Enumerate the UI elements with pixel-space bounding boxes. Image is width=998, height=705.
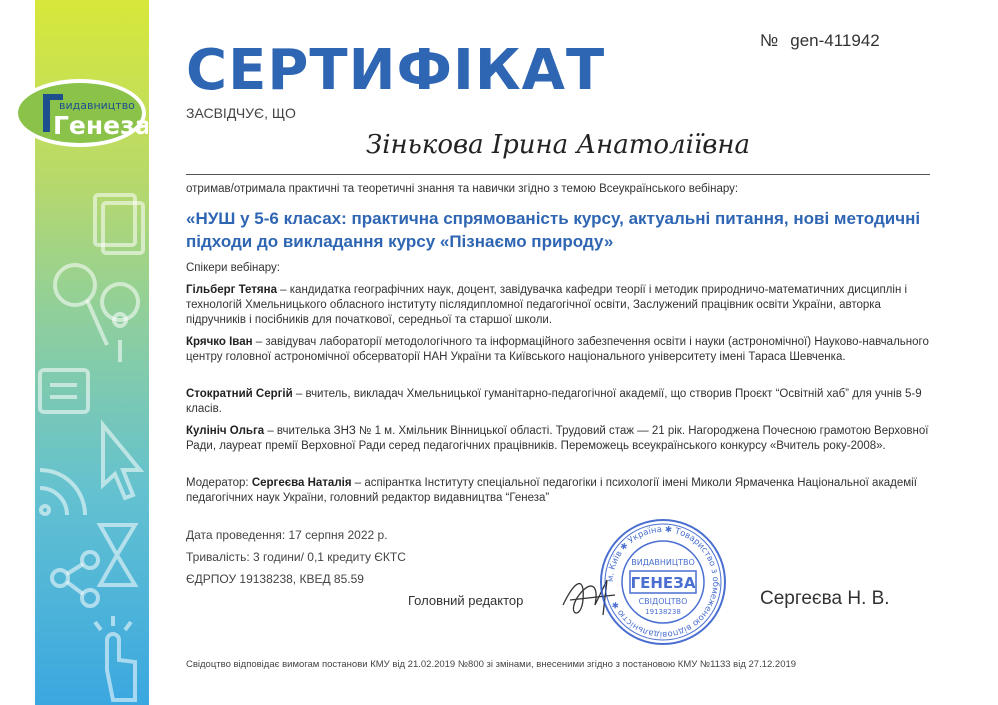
logo-name: Генеза [53, 111, 148, 140]
speaker-desc: – вчитель, викладач Хмельницької гуманітарно-педагогічної академії, що створив Проєкт “Освітній хаб” для учнів 5-9 класів. [186, 388, 922, 415]
speaker-entry [186, 387, 936, 417]
legal-note: Свідоцтво відповідає вимогам постанови КМУ від 21.02.2019 №800 зі змінами, внесеними згідно з постановою КМУ №1133 від 27.12.2019 [186, 659, 797, 670]
certificate-title: СЕРТИФІКАТ [186, 38, 606, 103]
moderator-entry [186, 476, 936, 506]
speaker-desc: – кандидатка географічних наук, доцент, завідувачка кафедри теорії і методик природничо-математичних дисциплін і технологій Хмельницького обласного інституту післядипломної педагогічної освіти, Заслужений працівник освіти України, авторка підручників і посібників для початкової, середньої та старшої школи. [186, 284, 908, 326]
share-icon [52, 552, 98, 606]
speaker-name: Гільберг Тетяна [186, 284, 277, 296]
edrpou-code: ЄДРПОУ 19138238, КВЕД 85.59 [186, 572, 364, 586]
speaker-name: Стократний Сергій [186, 388, 293, 400]
attests-label: ЗАСВІДЧУЄ, ЩО [186, 105, 296, 121]
stamp-name: ГЕНЕЗА [630, 574, 696, 592]
location-pin-icon [102, 284, 138, 362]
number-symbol: № [760, 31, 779, 50]
received-text: отримав/отримала практичні та теоретичні знання та навички згідно з темою Всеукраїнського вебінару: [186, 183, 739, 195]
magnifier-icon [55, 265, 107, 345]
chat-icon [40, 370, 88, 412]
speaker-entry [186, 283, 936, 328]
speaker-entry [186, 424, 936, 454]
editor-label: Головний редактор [408, 593, 524, 608]
editor-name: Сергеєва Н. В. [760, 588, 890, 609]
webinar-topic: «НУШ у 5-6 класах: практична спрямованість курсу, актуальні питання, нові методичні підходи до викладання курсу «Пізнаємо природу» [186, 209, 921, 251]
documents-icon [95, 195, 143, 253]
stamp-top-text: ВИДАВНИЦТВО [631, 558, 695, 567]
speaker-entry [186, 335, 936, 365]
speaker-desc: – завідувач лабораторії методологічного та інформаційного забезпечення освіти і науки (астрономічної) Науково-навчального центру головної астрономічної обсерваторії НАН України та Київського національного університету імені Тараса Шевченка. [186, 336, 929, 363]
recipient-name: Зінькова Ірина Анатоліївна [366, 130, 750, 160]
moderator-desc: – аспірантка Інституту спеціальної педагогіки і психології імені Миколи Ярмаченка Національної академії педагогічних наук України, головний редактор видавництва “Генеза” [186, 477, 917, 504]
speaker-name: Крячко Іван [186, 336, 253, 348]
event-date: Дата проведення: 17 серпня 2022 р. [186, 528, 388, 542]
speakers-label: Спікери вебінару: [186, 262, 281, 274]
publisher-logo [13, 78, 148, 148]
moderator-name: Сергеєва Наталія [251, 477, 352, 489]
moderator-prefix: Модератор: [186, 477, 252, 489]
stamp-code: 19138238 [645, 608, 681, 616]
certificate-number [760, 31, 880, 51]
logo-prefix: видавництво [59, 99, 135, 112]
number-value: gen-411942 [790, 31, 880, 50]
publisher-stamp [598, 517, 728, 647]
hourglass-icon [100, 525, 135, 585]
event-duration: Тривалість: 3 години/ 0,1 кредиту ЄКТС [186, 550, 406, 564]
wifi-icon [40, 470, 85, 515]
speaker-name: Кулініч Ольга [186, 425, 265, 437]
recipient-underline [186, 174, 930, 175]
cursor-icon [103, 425, 140, 498]
hand-tap-icon [95, 616, 135, 700]
speaker-desc: – вчителька ЗНЗ № 1 м. Хмільник Вінницької області. Трудовий стаж — 21 рік. Нагороджена Почесною грамотою Верховної Ради, лауреат премії Верховної Ради серед педагогічних працівників. Переможець всеукраїнського конкурсу «Вчитель року-2008». [186, 425, 929, 452]
stamp-bottom-text: СВІДОЦТВО [638, 597, 688, 606]
stamp-ring-text: м. Київ ✱ Україна ✱ Товариство з обмеженою відповідальністю ✱ [605, 524, 721, 640]
